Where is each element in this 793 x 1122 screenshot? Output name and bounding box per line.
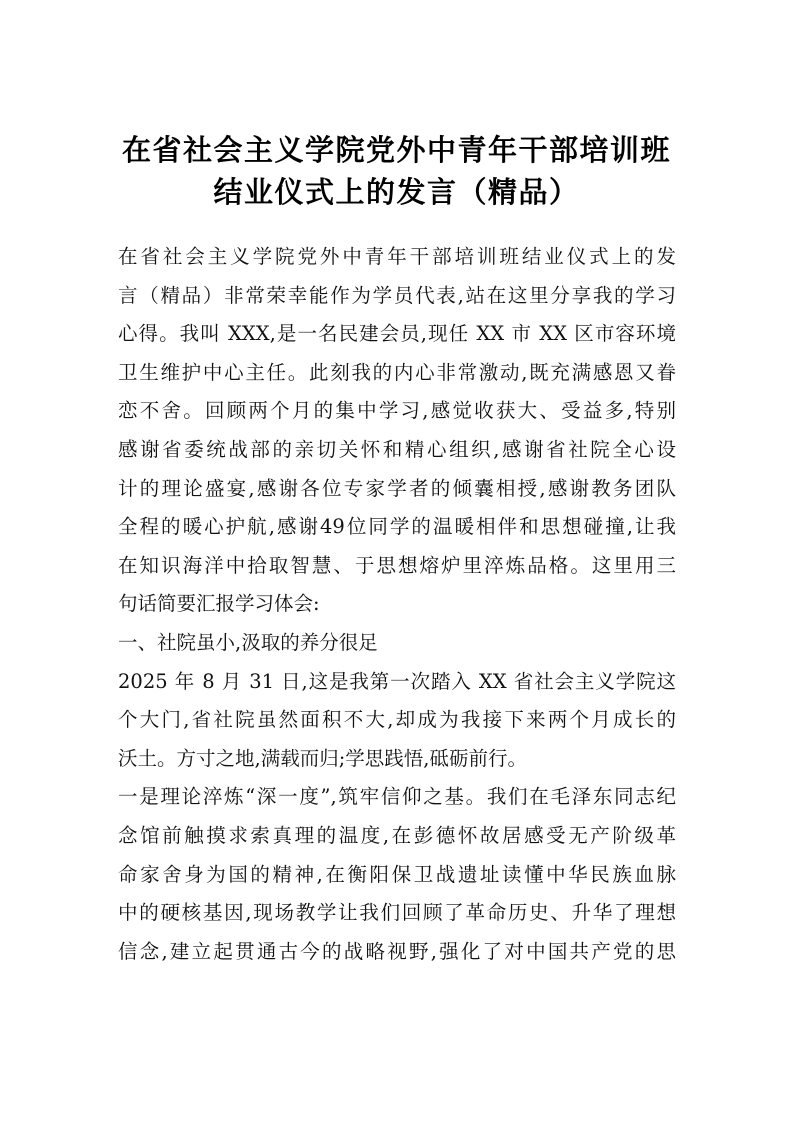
text-line: 计的理论盛宴,感谢各位专家学者的倾囊相授,感谢教务团队 xyxy=(118,476,676,500)
text-line: 命家舍身为国的精神,在衡阳保卫战遗址读懂中华民族血脉 xyxy=(118,862,676,886)
text-line: 个大门,省社院虽然面积不大,却成为我接下来两个月成长的 xyxy=(118,708,676,732)
text-line: 信念,建立起贯通古今的战略视野,强化了对中国共产党的思 xyxy=(118,939,676,963)
text-line: 在省社会主义学院党外中青年干部培训班结业仪式上的发 xyxy=(118,245,676,268)
text-line: 句话简要汇报学习体会: xyxy=(118,592,320,616)
text-line: 沃土。方寸之地,满载而归;学思践悟,砥砺前行。 xyxy=(118,746,527,770)
document-title-line-2: 结业仪式上的发言（精品） xyxy=(213,175,580,209)
document-title-line-1: 在省社会主义学院党外中青年干部培训班 xyxy=(121,133,671,167)
text-line: 一、社院虽小,汲取的养分很足 xyxy=(118,630,378,654)
text-line: 言（精品）非常荣幸能作为学员代表,站在这里分享我的学习 xyxy=(118,283,676,307)
text-line: 2025 年 8 月 31 日,这是我第一次踏入 XX 省社会主义学院这 xyxy=(118,669,676,693)
text-line: 在知识海洋中拾取智慧、于思想熔炉里淬炼品格。这里用三 xyxy=(118,553,676,577)
document-body xyxy=(118,238,676,971)
text-line: 中的硬核基因,现场教学让我们回顾了革命历史、升华了理想 xyxy=(118,901,676,925)
text-line: 一是理论淬炼“深一度”,筑牢信仰之基。我们在毛泽东同志纪 xyxy=(118,785,676,809)
text-line: 全程的暖心护航,感谢49位同学的温暖相伴和思想碰撞,让我 xyxy=(118,515,676,539)
text-line: 卫生维护中心主任。此刻我的内心非常激动,既充满感恩又眷 xyxy=(118,360,676,384)
text-line: 心得。我叫 XXX,是一名民建会员,现任 XX 市 XX 区市容环境 xyxy=(118,322,676,346)
text-line: 念馆前触摸求索真理的温度,在彭德怀故居感受无产阶级革 xyxy=(118,823,676,847)
text-line: 感谢省委统战部的亲切关怀和精心组织,感谢省社院全心设 xyxy=(118,437,676,461)
text-line: 恋不舍。回顾两个月的集中学习,感觉收获大、受益多,特别 xyxy=(118,399,676,423)
